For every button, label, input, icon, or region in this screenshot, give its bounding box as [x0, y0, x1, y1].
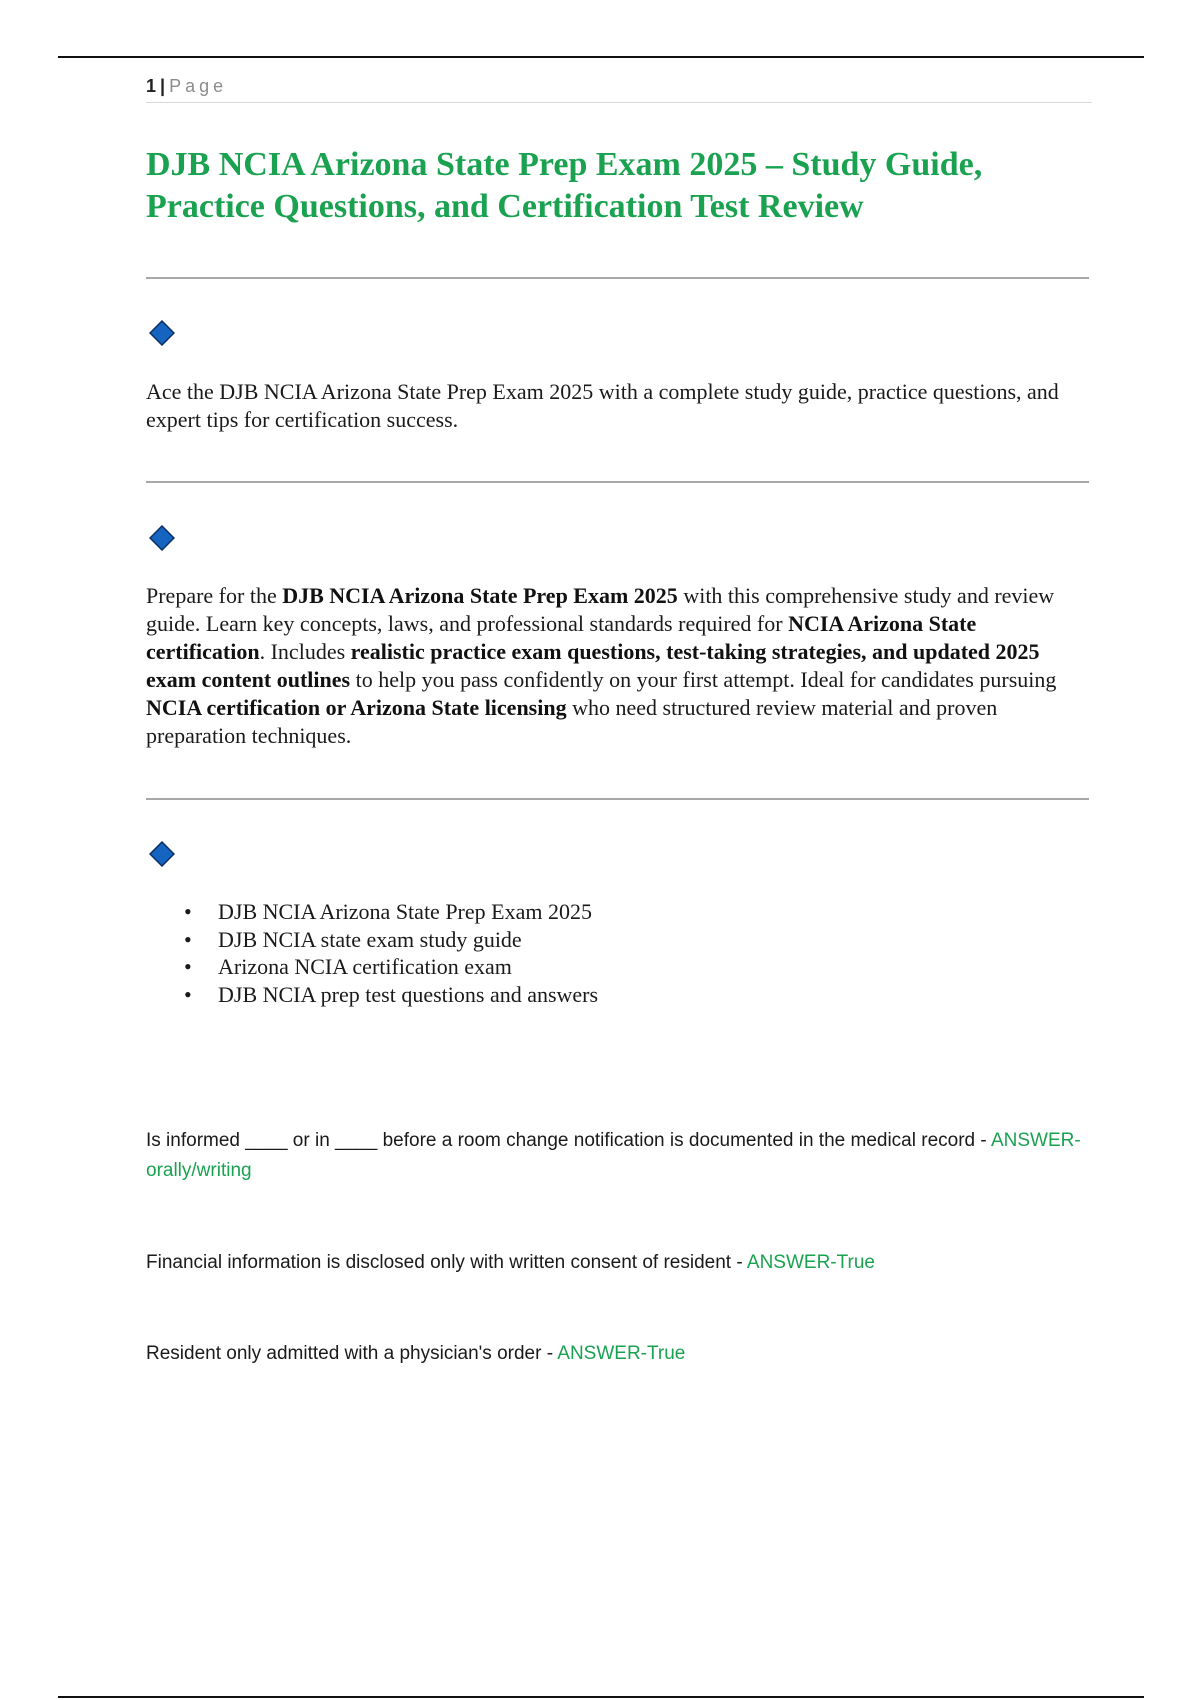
- section-divider: [146, 481, 1089, 483]
- question-item: [146, 1339, 1092, 1369]
- section-divider: [146, 798, 1089, 800]
- answer-text: ANSWER-True: [557, 1343, 686, 1364]
- top-border-rule: [58, 56, 1144, 58]
- description-emphasis: realistic practice exam questions, test-taking strategies, and updated 2025 exam content outlines: [146, 639, 1040, 692]
- answer-text: ANSWER-orally/writing: [146, 1130, 1081, 1181]
- description-text: with this comprehensive study and review guide. Learn key concepts, laws, and professional standards required for: [146, 583, 1055, 636]
- page-separator: |: [160, 76, 166, 96]
- answer-text: ANSWER-True: [746, 1252, 875, 1273]
- diamond-icon: [149, 841, 175, 867]
- question-text: Is informed ____ or in ____ before a room change notification is documented in the medical record -: [146, 1130, 991, 1151]
- question-item: [146, 1126, 1092, 1186]
- list-item: • DJB NCIA prep test questions and answers: [146, 981, 598, 1009]
- description-text: who need structured review material and proven preparation techniques.: [146, 695, 998, 748]
- diamond-icon: [149, 320, 175, 346]
- keyword-list: [146, 898, 598, 1008]
- description-emphasis: DJB NCIA Arizona State Prep Exam 2025: [282, 583, 678, 608]
- description-text: Prepare for the: [146, 583, 283, 608]
- description-text: to help you pass confidently on your first attempt. Ideal for candidates pursuing: [350, 667, 1057, 692]
- bottom-border-rule: [58, 1696, 1144, 1698]
- question-text: Resident only admitted with a physician's order -: [146, 1343, 558, 1364]
- page-number: 1: [146, 76, 157, 96]
- description-emphasis: NCIA Arizona State certification: [146, 611, 977, 664]
- question-text: Financial information is disclosed only with written consent of resident -: [146, 1252, 747, 1273]
- description-text: . Includes: [259, 639, 351, 664]
- list-item: • DJB NCIA state exam study guide: [146, 926, 598, 954]
- list-item: • DJB NCIA Arizona State Prep Exam 2025: [146, 898, 598, 926]
- section-divider: [146, 277, 1089, 279]
- document-title: DJB NCIA Arizona State Prep Exam 2025 – Study Guide, Practice Questions, and Certification Test Review: [146, 146, 983, 225]
- intro-paragraph: Ace the DJB NCIA Arizona State Prep Exam 2025 with a complete study guide, practice questions, and expert tips for certification success.: [146, 379, 1059, 432]
- description-emphasis: NCIA certification or Arizona State licensing: [146, 695, 567, 720]
- page-label: Page: [169, 76, 228, 96]
- description-paragraph: [146, 582, 1092, 750]
- page-header: [146, 74, 1092, 103]
- diamond-icon: [149, 525, 175, 551]
- list-item: • Arizona NCIA certification exam: [146, 953, 598, 981]
- question-item: [146, 1248, 1092, 1278]
